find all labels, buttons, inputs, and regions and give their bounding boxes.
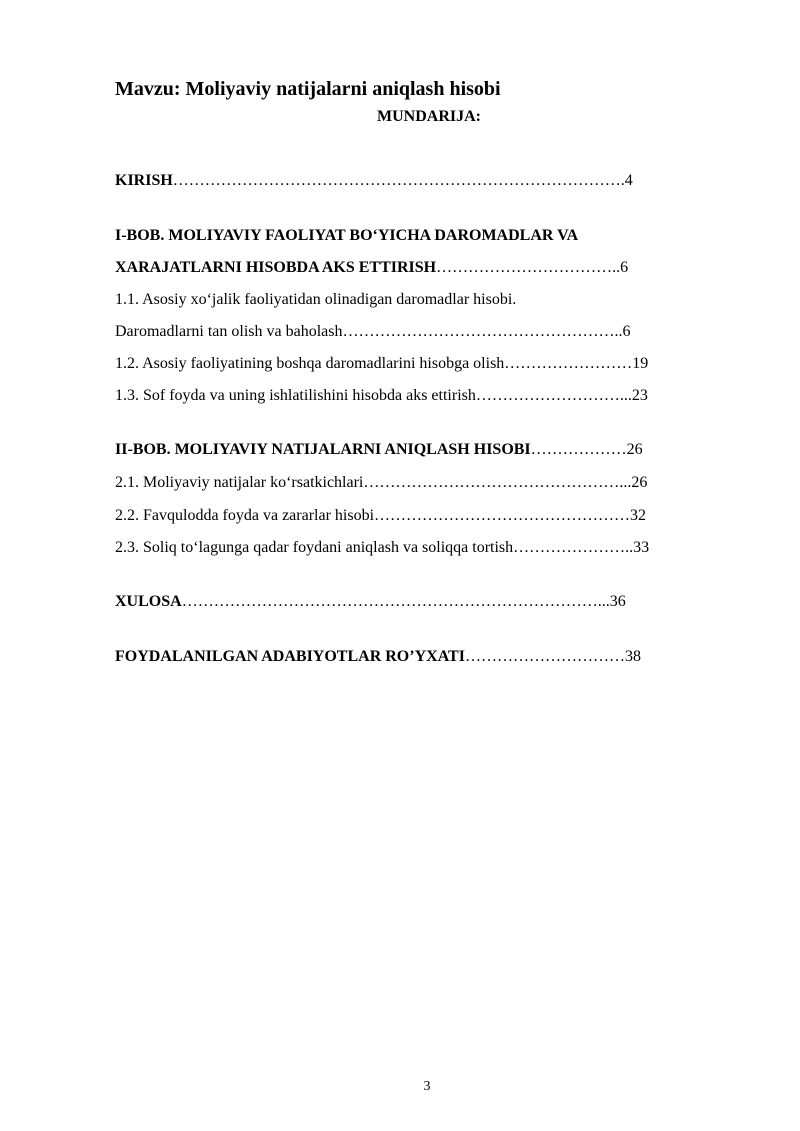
- toc-page-number: 38: [624, 648, 641, 665]
- toc-page-number: 32: [630, 507, 647, 524]
- toc-page-number: 6: [622, 323, 631, 340]
- toc-entry-title: 2.3. Soliq to‘lagunga qadar foydani aniqlash va soliqqa tortish: [115, 539, 514, 556]
- toc-page-number: 19: [632, 355, 649, 372]
- toc-entry-title: 1.2. Asosiy faoliyatining boshqa daromadlarini hisobga olish: [115, 355, 505, 372]
- toc-leader: …………………..: [513, 539, 634, 556]
- toc-page-number: 33: [633, 539, 650, 556]
- toc-page-number: 36: [609, 593, 626, 610]
- toc-leader: ……………………………..: [436, 259, 621, 276]
- toc-page-number: 26: [631, 474, 648, 491]
- toc-leader: …………………………: [464, 648, 625, 665]
- toc-page-number: 26: [626, 441, 643, 458]
- toc-leader: ……………………………………………………………………...: [181, 593, 610, 610]
- toc-page-number: 23: [631, 387, 648, 404]
- toc-entry-kirish[interactable]: [115, 172, 633, 190]
- toc-entry-xulosa[interactable]: [115, 593, 626, 611]
- toc-entry-references[interactable]: [115, 648, 641, 666]
- toc-item-1-1-line1[interactable]: 1.1. Asosiy xo‘jalik faoliyatidan olinadigan daromadlar hisobi.: [115, 291, 517, 308]
- toc-entry-title: 2.1. Moliyaviy natijalar ko‘rsatkichlari: [115, 474, 364, 491]
- toc-leader: ………………: [530, 441, 627, 458]
- toc-leader: …………………………………………...: [363, 474, 632, 491]
- toc-entry-1-2[interactable]: [115, 355, 648, 373]
- toc-leader: …………………………………………: [374, 507, 631, 524]
- toc-entry-title: 2.2. Favqulodda foyda va zararlar hisobi: [115, 507, 375, 524]
- toc-entry-title: XULOSA: [115, 593, 182, 610]
- toc-leader: ……………………: [504, 355, 633, 372]
- toc-entry-title: II-BOB. MOLIYAVIY NATIJALARNI ANIQLASH HISOBI: [115, 441, 531, 458]
- toc-entry-2-2[interactable]: [115, 507, 646, 525]
- toc-entry-1-3[interactable]: [115, 387, 648, 405]
- toc-leader: ……………………………………………..: [342, 323, 623, 340]
- toc-entry-chapter1[interactable]: [115, 259, 628, 277]
- toc-entry-2-3[interactable]: [115, 539, 649, 557]
- toc-entry-title: Daromadlarni tan olish va baholash: [115, 323, 343, 340]
- page-number: 3: [423, 1079, 431, 1094]
- toc-heading: MUNDARIJA:: [377, 108, 481, 125]
- toc-entry-title: XARAJATLARNI HISOBDA AKS ETTIRISH: [115, 259, 437, 276]
- toc-entry-1-1[interactable]: [115, 323, 631, 341]
- toc-entry-2-1[interactable]: [115, 474, 647, 492]
- toc-entry-title: FOYDALANILGAN ADABIYOTLAR RO’YXATI: [115, 648, 465, 665]
- toc-entry-title: 1.3. Sof foyda va uning ishlatilishini hisobda aks ettirish: [115, 387, 476, 404]
- toc-entry-chapter2[interactable]: [115, 441, 643, 459]
- toc-leader: ………………………...: [475, 387, 632, 404]
- toc-leader: ………………………………………………………………………….: [172, 172, 625, 189]
- toc-entry-title: KIRISH: [115, 172, 173, 189]
- toc-chapter1-title-line1[interactable]: I-BOB. MOLIYAVIY FAOLIYAT BO‘YICHA DAROMADLAR VA: [115, 227, 579, 244]
- topic-title: Mavzu: Moliyaviy natijalarni aniqlash hisobi: [115, 78, 501, 100]
- toc-page-number: 6: [620, 259, 629, 276]
- toc-page-number: 4: [624, 172, 633, 189]
